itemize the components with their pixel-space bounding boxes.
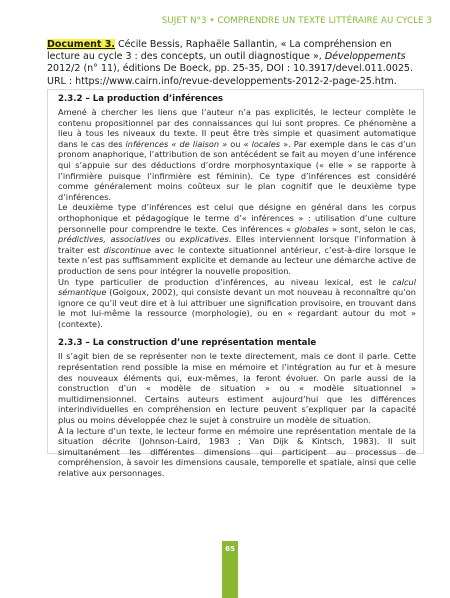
paragraph xyxy=(58,202,416,276)
italic-term: inférences « de liaison » xyxy=(125,138,228,149)
paragraph xyxy=(58,107,416,202)
section-heading-representation: 2.3.3 – La construction d’une représentation mentale xyxy=(58,338,317,349)
citation-journal: Développements xyxy=(324,51,406,63)
text-span: Le deuxième type d’inférences est celui que désigne en général dans les corpus orthophonique et pédagogique le terme d’« inférences » : utilisation d’une culture personnelle pour comprendre le texte. Ces inférences « xyxy=(58,202,416,234)
text-span: » sont, selon le cas, xyxy=(328,223,416,234)
text-span: . Elles interviennent lorsque l’information à traiter est xyxy=(58,234,417,255)
citation-text-1: Cécile Bessis, Raphaële Sallantin, « La compréhension en lecture au cycle 3 : des concepts, un outil diagnostique », xyxy=(47,39,392,63)
text-span: ou xyxy=(160,234,180,245)
text-span: Amené à chercher les liens que l’auteur n’a pas explicités, le lecteur complète le contenu propositionnel par des connaissances qui lui sont propres. Ce phénomène a lieu à tous les niveaux du texte. Il peut être très simple et quasiment automatique dans le cas des xyxy=(58,107,416,149)
page-number: 65 xyxy=(225,545,235,553)
section-heading-inferences: 2.3.2 – La production d’inférences xyxy=(58,94,224,104)
text-span: Un type particulier de production d’inférences, au niveau lexical, est le xyxy=(58,276,393,287)
document-citation xyxy=(47,39,419,88)
text-span: ». Par exemple dans le cas d’un pronom anaphorique, l’attribution de son antécédent se fait au moyen d’une inférence qui s’appuie sur des déductions d’ordre morphosyntaxique (« elle » se rapporte à l’infirmière puisque l’infirmière est féminin). Ce type d’inférences est considéré comme généralement moins coûteux sur le plan cognitif que le deuxième type d’inférences. xyxy=(58,138,417,202)
citation-text-2: 2012/2 (n° 11), éditions De Boeck, pp. 25-35, DOI : 10.3917/devel.011.0025. URL : https://www.cairn.info/revue-developpements-2012-2-page-25.htm. xyxy=(47,63,413,87)
running-header xyxy=(162,16,432,26)
text-span: ou « xyxy=(227,138,252,149)
header-title: COMPRENDRE UN TEXTE LITTÉRAIRE AU CYCLE 3 xyxy=(217,16,432,26)
header-separator: • xyxy=(209,16,215,26)
header-subject: SUJET N°3 xyxy=(161,16,207,26)
italic-term: discontinue xyxy=(103,244,151,255)
italic-term: prédictives, associatives xyxy=(58,234,161,245)
paragraph xyxy=(58,277,416,330)
text-span: (Goigoux, 2002), qui consiste devant un mot nouveau à reconnaître qu’on ignore ce qu’il veut dire et à lui attribuer une signification provisoire, en trouvant dans le mot lui-même la ressource (morphologie), ou en « regardant autour du mot » (contexte). xyxy=(58,287,416,329)
italic-term: explicatives xyxy=(179,234,229,245)
italic-term: calcul sémantique xyxy=(58,276,416,298)
italic-term: locales xyxy=(251,138,281,149)
excerpt-content xyxy=(58,94,416,479)
paragraph: À la lecture d’un texte, le lecteur forme en mémoire une représentation mentale de la situation décrite (Johnson-Laird, 1983 ; Van Dijk & Kintsch, 1983). Il suit simultanément les différentes dimensions qui participent au processus de compréhension, à savoir les dimensions causale, temporelle et spatiale, ainsi que celle relative aux personnages. xyxy=(58,425,416,478)
text-span: avec le contexte situationnel antérieur, c’est-à-dire lorsque le texte n’est pas suffisamment explicite et demande au lecteur une démarche active de production de sens pour intégrer la nouvelle proposition. xyxy=(58,244,416,276)
paragraph: Il s’agit bien de se représenter non le texte directement, mais ce dont il parle. Cette représentation rend possible la mise en mémoire et l’intégration au fur et à mesure des nouveaux éléments qui, eux-mêmes, la feront évoluer. On parle aussi de la construction d’un « modèle de situation » ou « modèle situationnel » multidimensionnel. Certains auteurs estiment aujourd’hui que les différences interindividuelles en compréhension en lecture peuvent s’expliquer par la capacité plus ou moins développée chez le sujet à construire un modèle de situation. xyxy=(58,351,416,426)
document-tag: Document 3. xyxy=(47,39,115,50)
italic-term: globales xyxy=(294,223,329,234)
